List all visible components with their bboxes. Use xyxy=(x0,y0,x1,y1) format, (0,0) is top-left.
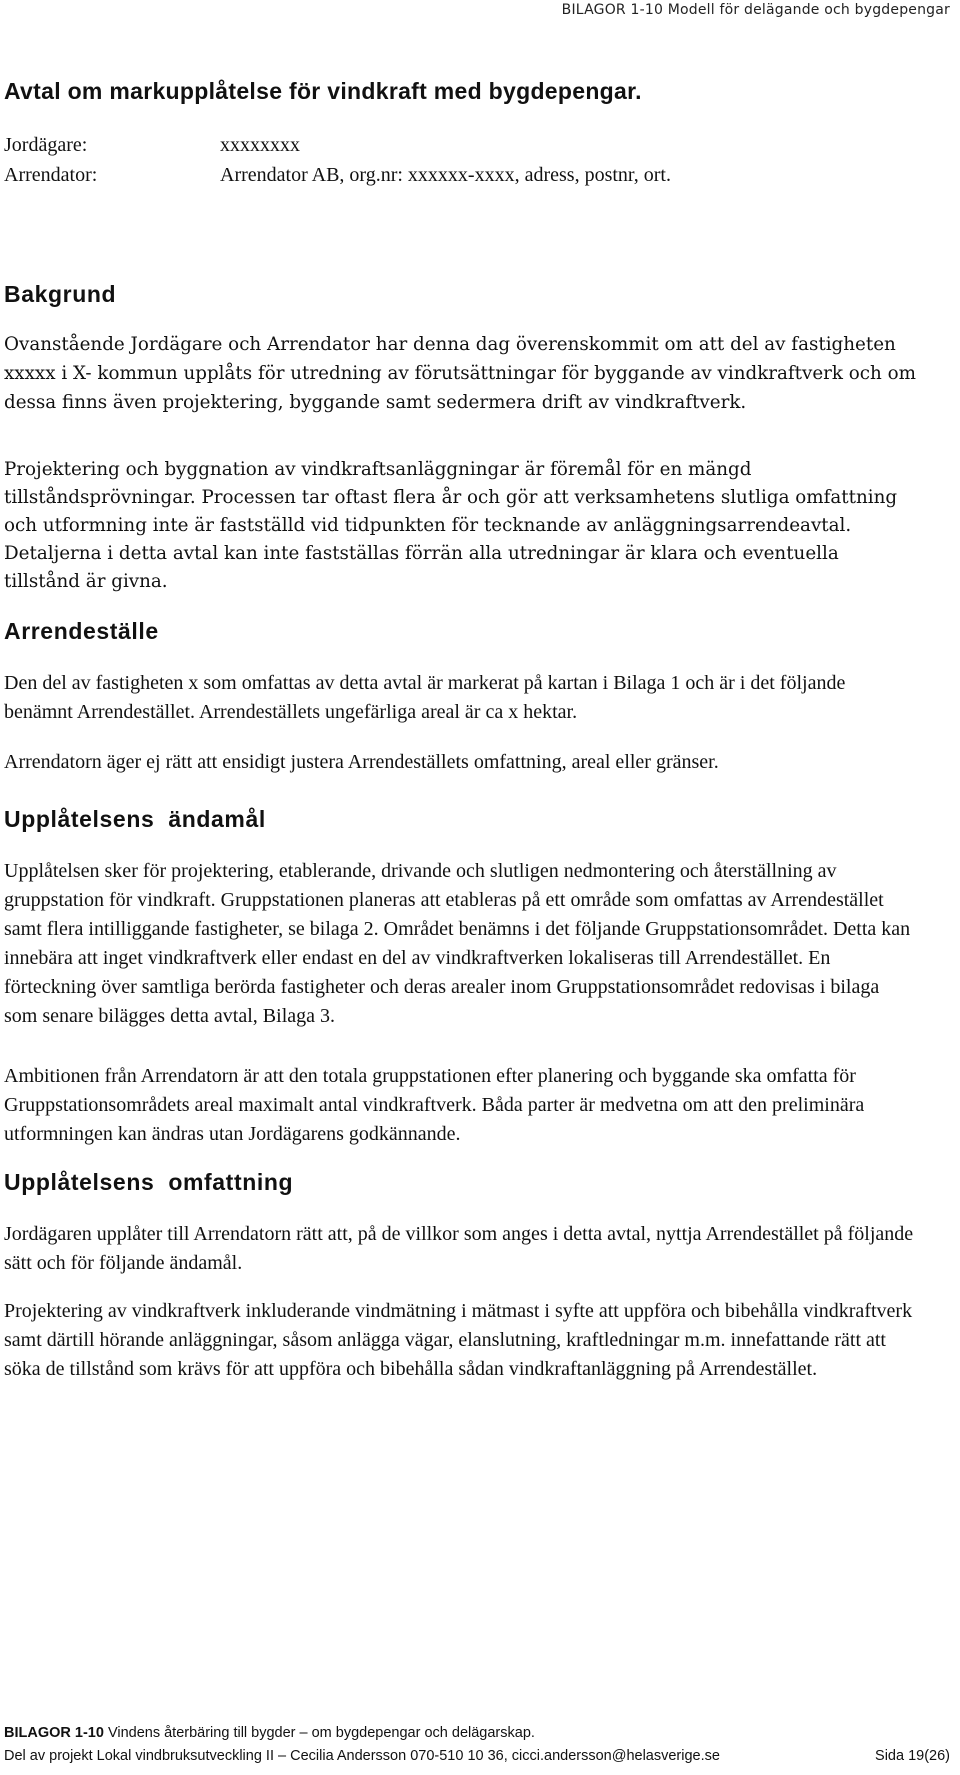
paragraph-omfattning-2: Projektering av vindkraftverk inkluderande vindmätning i mätmast i syfte att uppföra och bibehålla vindkraftverk samt därtill hörande anläggningar, såsom anlägga vägar, elanslutning, kraftledningar m.m. innefattande rätt att söka de tillstånd som krävs för att uppföra och bibehålla sådan vindkraftanläggning på Arrendestället. xyxy=(4,1300,913,1380)
footer-line-2 xyxy=(4,1748,950,1764)
running-header-title: Modell för delägande och bygdepengar xyxy=(667,2,950,18)
footer-subtitle: Vindens återbäring till bygder – om bygdepengar och delägarskap. xyxy=(107,1725,535,1741)
footer-label: BILAGOR 1-10 xyxy=(4,1725,104,1741)
lessee-label: Arrendator: xyxy=(4,164,98,186)
landowner-label: Jordägare: xyxy=(4,134,88,156)
paragraph-arrendestalle-1: Den del av fastigheten x som omfattas av detta avtal är markerat på kartan i Bilaga 1 och är i det följande benämnt Arrendestället. Arrendeställets ungefärliga areal är ca x hektar. xyxy=(4,672,846,723)
paragraph-andamal-1: Upplåtelsen sker för projektering, etablerande, drivande och slutligen nedmontering och återställning av gruppstation för vindkraft. Gruppstationen planeras att etableras på ett område som omfattas av Arrendestället samt flera intilliggande fastigheter, se bilaga 2. Området benämns i det följande Gruppstationsområdet. Detta kan innebära att inget vindkraftverk eller endast en del av vindkraftverken lokaliseras till Arrendestället. En förteckning över samtliga berörda fastigheter och deras arealer inom Gruppstationsområdet redovisas i bilaga som senare bilägges detta avtal, Bilaga 3. xyxy=(4,860,911,1027)
landowner-value: xxxxxxxx xyxy=(220,134,300,156)
paragraph-bakgrund-1: Ovanstående Jordägare och Arrendator har denna dag överenskommit om att del av fastigheten xxxxx i X- kommun upplåts för utredning av förutsättningar för byggande av vindkraftverk och om dessa finns även projektering, byggande samt sedermera drift av vindkraftverk. xyxy=(4,334,916,413)
paragraph-omfattning-1: Jordägaren upplåter till Arrendatorn rätt att, på de villkor som anges i detta avtal, nyttja Arrendestället på följande sätt och för följande ändamål. xyxy=(4,1223,914,1274)
lessee-value: Arrendator AB, org.nr: xxxxxx-xxxx, adress, postnr, ort. xyxy=(220,164,671,186)
footer-line-1 xyxy=(4,1725,950,1741)
paragraph-andamal-2: Ambitionen från Arrendatorn är att den totala gruppstationen efter planering och byggande ska omfatta för Gruppstationsområdets areal maximalt antal vindkraftverk. Båda parter är medvetna om att den preliminära utformningen kan ändras utan Jordägarens godkännande. xyxy=(4,1065,865,1145)
paragraph-bakgrund-2: Projektering och byggnation av vindkraftsanläggningar är föremål för en mängd tillståndsprövningar. Processen tar oftast flera år och gör att verksamhetens slutliga omfattning och utformning inte är fastställd vid tidpunkten för tecknande av anläggningsarrendeavtal. Detaljerna i detta avtal kan inte fastställas förrän alla utredningar är klara och eventuella tillstånd är givna. xyxy=(4,459,898,592)
section-heading-bakgrund: Bakgrund xyxy=(4,281,117,307)
running-header-label: BILAGOR 1-10 xyxy=(561,2,664,18)
party-row-landowner xyxy=(4,132,300,158)
page-number: Sida 19(26) xyxy=(875,1748,950,1764)
running-header xyxy=(562,2,950,18)
section-heading-omfattning: Upplåtelsens omfattning xyxy=(4,1169,294,1195)
party-row-lessee xyxy=(4,162,671,188)
section-heading-andamal: Upplåtelsens ändamål xyxy=(4,806,266,832)
footer-credits: Del av projekt Lokal vindbruksutveckling II – Cecilia Andersson 070-510 10 36, cicci.andersson@helasverige.se xyxy=(4,1748,720,1764)
section-heading-arrendestalle: Arrendeställe xyxy=(4,618,159,644)
document-title: Avtal om markupplåtelse för vindkraft med bygdepengar. xyxy=(4,78,642,104)
paragraph-arrendestalle-2: Arrendatorn äger ej rätt att ensidigt justera Arrendeställets omfattning, areal eller gränser. xyxy=(4,751,719,773)
